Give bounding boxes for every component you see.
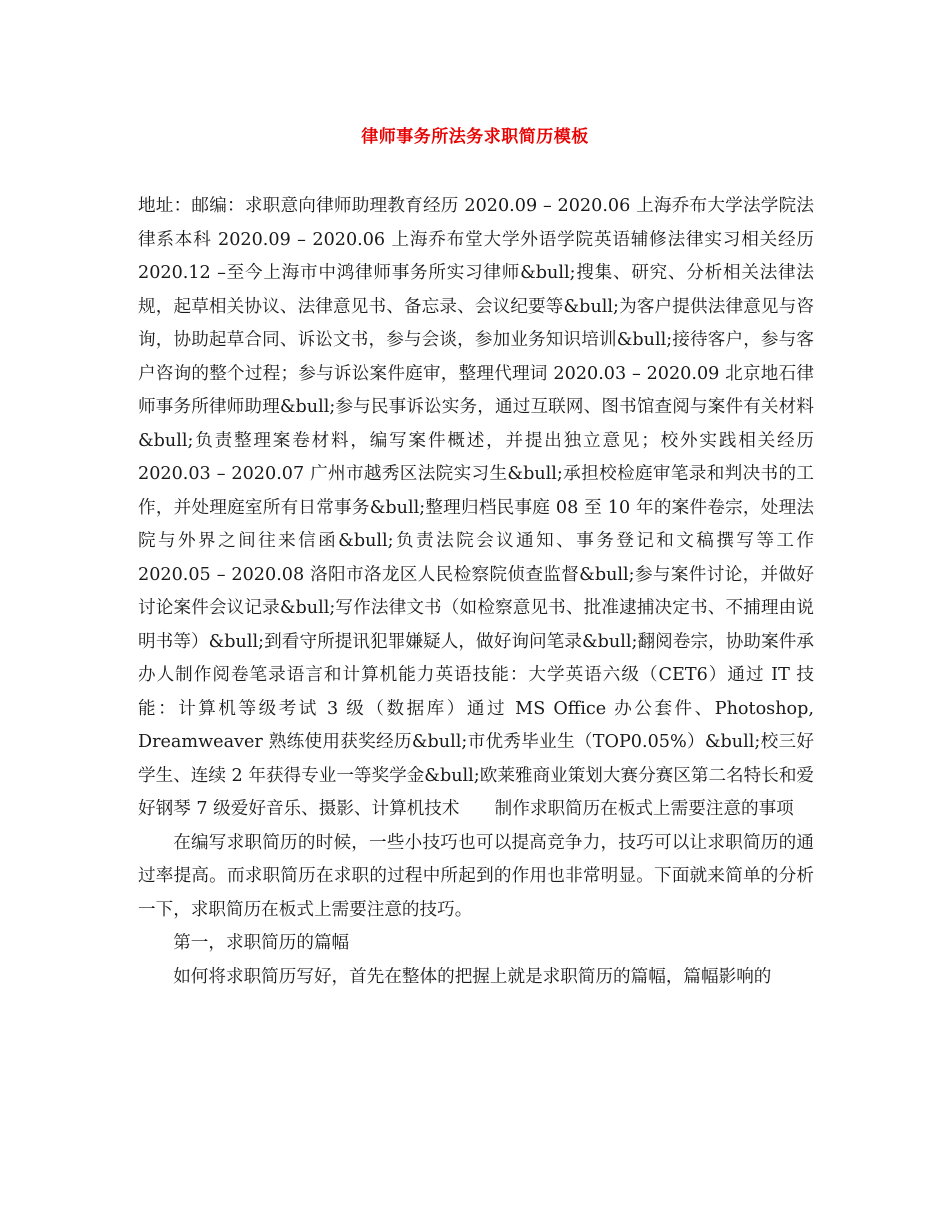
paragraph-section-heading: 第一，求职简历的篇幅 xyxy=(173,933,350,953)
document-body xyxy=(138,190,814,994)
document-title: 律师事务所法务求职简历模板 xyxy=(361,127,589,147)
paragraph-resume-content: 地址：邮编：求职意向律师助理教育经历 2020.09 – 2020.06 上海乔布大学法学院法律系本科 2020.09 – 2020.06 上海乔布堂大学外语学院英语辅修法律实习相关经历 2020.12 –至今上海市中鸿律师事务所实习律师&bull;搜集、研究、分析相关法律法规，起草相关协议、法律意见书、备忘录、会议纪要等&bull;为客户提供法律意见与咨询，协助起草合同、诉讼文书，参与会谈，参加业务知识培训&bull;接待客户，参与客户咨询的整个过程；参与诉讼案件庭审，整理代理词 2020.03 – 2020.09 北京地石律师事务所律师助理&bull;参与民事诉讼实务，通过互联网、图书馆查阅与案件有关材料&bull;负责整理案卷材料，编写案件概述，并提出独立意见；校外实践相关经历 2020.03 – 2020.07 广州市越秀区法院实习生&bull;承担校检庭审笔录和判决书的工作，并处理庭室所有日常事务&bull;整理归档民事庭 08 至 10 年的案件卷宗，处理法院与外界之间往来信函&bull;负责法院会议通知、事务登记和文稿撰写等工作 2020.05 – 2020.08 洛阳市洛龙区人民检察院侦查监督&bull;参与案件讨论，并做好讨论案件会议记录&bull;写作法律文书（如检察意见书、批准逮捕决定书、不捕理由说明书等）&bull;到看守所提讯犯罪嫌疑人，做好询问笔录&bull;翻阅卷宗，协助案件承办人制作阅卷笔录语言和计算机能力英语技能：大学英语六级（CET6）通过 IT 技能：计算机等级考试 3 级（数据库）通过 MS Office 办公套件、Photoshop, Dreamweaver 熟练使用获奖经历&bull;市优秀毕业生（TOP0.05%）&bull;校三好学生、连续 2 年获得专业一等奖学金&bull;欧莱雅商业策划大赛分赛区第二名特长和爱好钢琴 7 级爱好音乐、摄影、计算机技术 制作求职简历在板式上需要注意的事项 xyxy=(138,196,815,819)
paragraph-section-body: 如何将求职简历写好，首先在整体的把握上就是求职简历的篇幅，篇幅影响的 xyxy=(173,966,772,987)
paragraph-intro: 在编写求职简历的时候，一些小技巧也可以提高竞争力，技巧可以让求职简历的通过率提高。而求职简历在求职的过程中所起到的作用也非常明显。下面就来简单的分析一下，求职简历在板式上需要注意的技巧。 xyxy=(138,832,814,920)
